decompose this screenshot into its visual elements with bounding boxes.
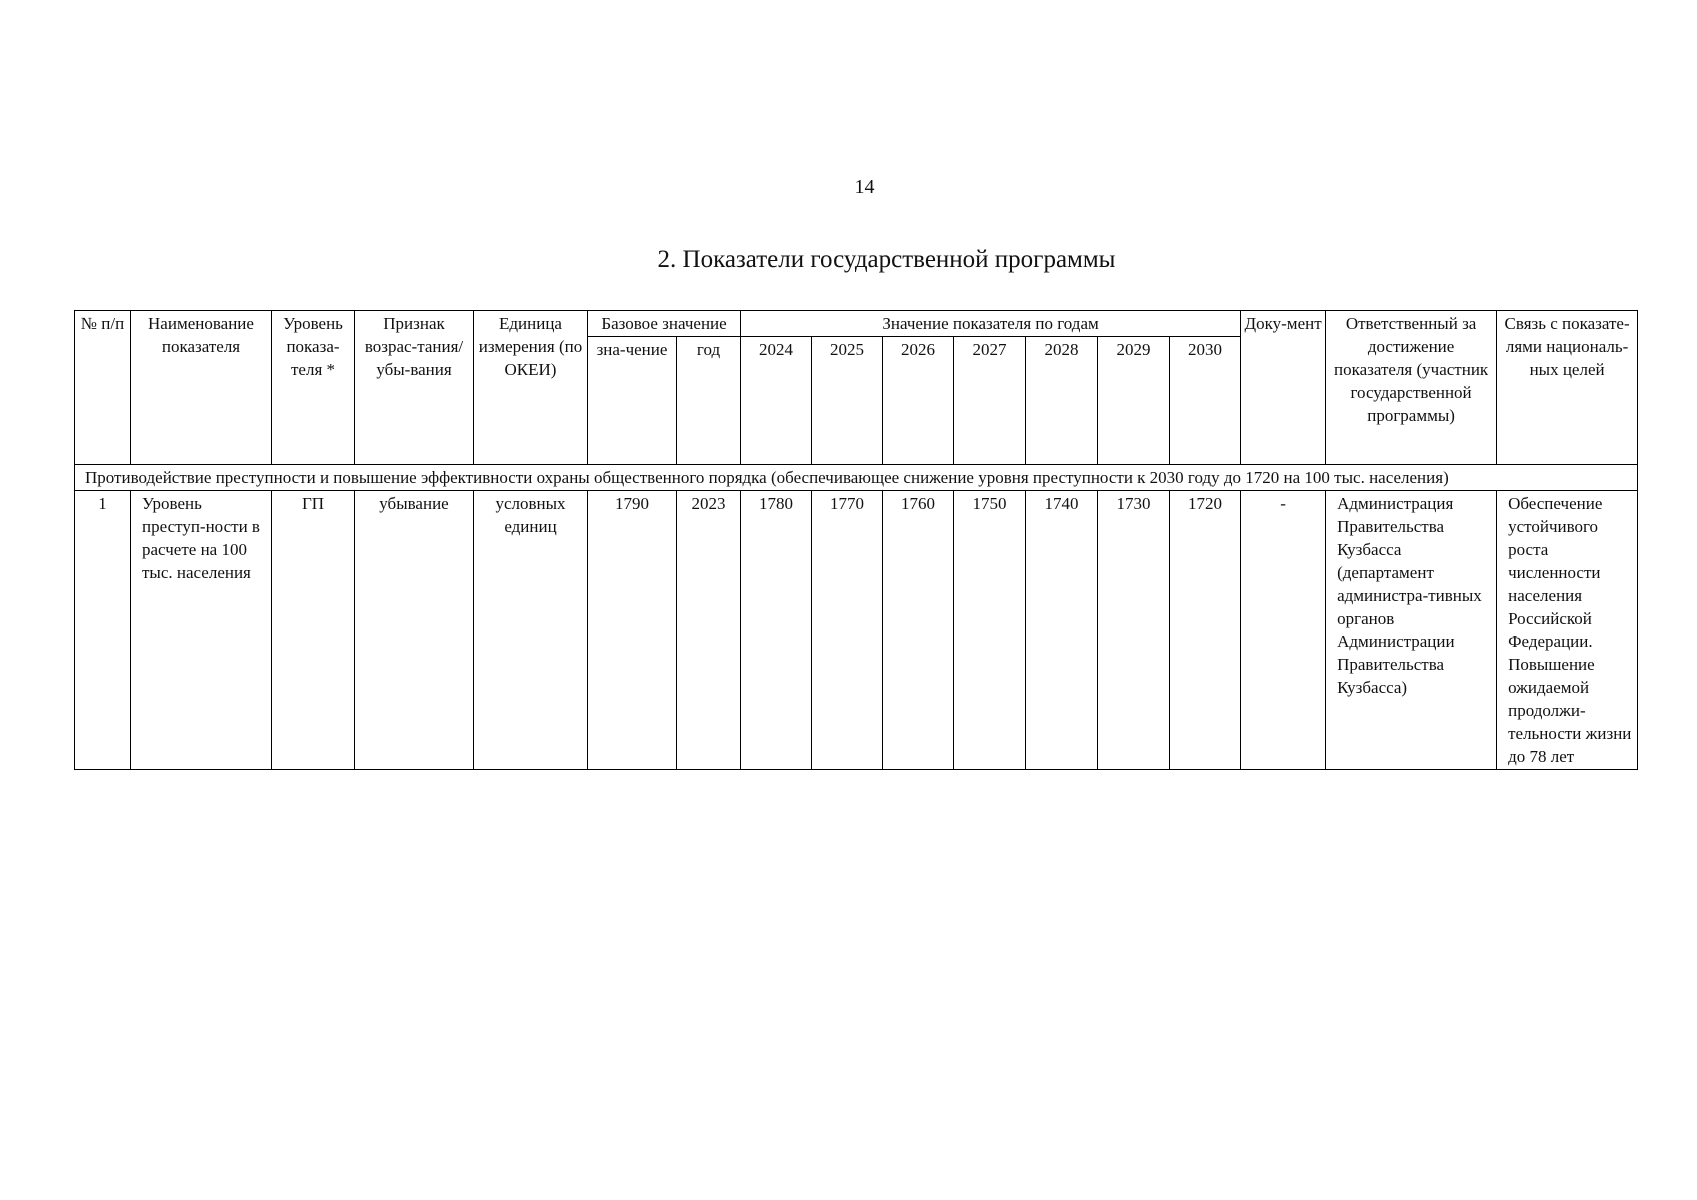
cell-link: Обеспечение устойчивого роста численности населения Российской Федерации. Повышение ожидаемой продолжи-тельности жизни до 78 лет	[1497, 491, 1638, 770]
header-year-2029: 2029	[1098, 337, 1170, 465]
header-year-2025: 2025	[812, 337, 883, 465]
header-year-2024: 2024	[741, 337, 812, 465]
header-year-2028: 2028	[1026, 337, 1098, 465]
header-base-group: Базовое значение	[588, 311, 741, 337]
cell-year-2027: 1750	[954, 491, 1026, 770]
page-number: 14	[854, 176, 875, 198]
section-row	[75, 465, 1638, 491]
indicators-table	[74, 310, 1638, 770]
cell-name: Уровень преступ-ности в расчете на 100 тыс. населения	[131, 491, 272, 770]
cell-document: -	[1241, 491, 1326, 770]
header-num: № п/п	[75, 311, 131, 465]
cell-year-2024: 1780	[741, 491, 812, 770]
header-responsible: Ответственный за достижение показателя (участник государственной программы)	[1326, 311, 1497, 465]
cell-year-2026: 1760	[883, 491, 954, 770]
section-title: Противодействие преступности и повышение эффективности охраны общественного порядка (обеспечивающее снижение уровня преступности к 2030 году до 1720 на 100 тыс. населения)	[75, 465, 1638, 491]
cell-sign: убывание	[355, 491, 474, 770]
cell-num: 1	[75, 491, 131, 770]
cell-base-year: 2023	[677, 491, 741, 770]
cell-base-value: 1790	[588, 491, 677, 770]
table-row	[75, 491, 1638, 770]
header-unit: Единица измерения (по ОКЕИ)	[474, 311, 588, 465]
header-link: Связь с показате-лями националь-ных целей	[1497, 311, 1638, 465]
cell-year-2030: 1720	[1170, 491, 1241, 770]
header-level: Уровень показа-теля *	[272, 311, 355, 465]
header-year-2027: 2027	[954, 337, 1026, 465]
header-row-1	[75, 311, 1638, 337]
page-title: 2. Показатели государственной программы	[657, 246, 1116, 273]
cell-unit: условных единиц	[474, 491, 588, 770]
cell-year-2029: 1730	[1098, 491, 1170, 770]
cell-responsible: Администрация Правительства Кузбасса (департамент администра-тивных органов Администрации Правительства Кузбасса)	[1326, 491, 1497, 770]
header-base-value: зна-чение	[588, 337, 677, 465]
cell-year-2025: 1770	[812, 491, 883, 770]
header-year-2030: 2030	[1170, 337, 1241, 465]
header-years-group: Значение показателя по годам	[741, 311, 1241, 337]
header-sign: Признак возрас-тания/ убы-вания	[355, 311, 474, 465]
header-name: Наименование показателя	[131, 311, 272, 465]
cell-year-2028: 1740	[1026, 491, 1098, 770]
cell-level: ГП	[272, 491, 355, 770]
header-base-year: год	[677, 337, 741, 465]
header-year-2026: 2026	[883, 337, 954, 465]
header-document: Доку-мент	[1241, 311, 1326, 465]
